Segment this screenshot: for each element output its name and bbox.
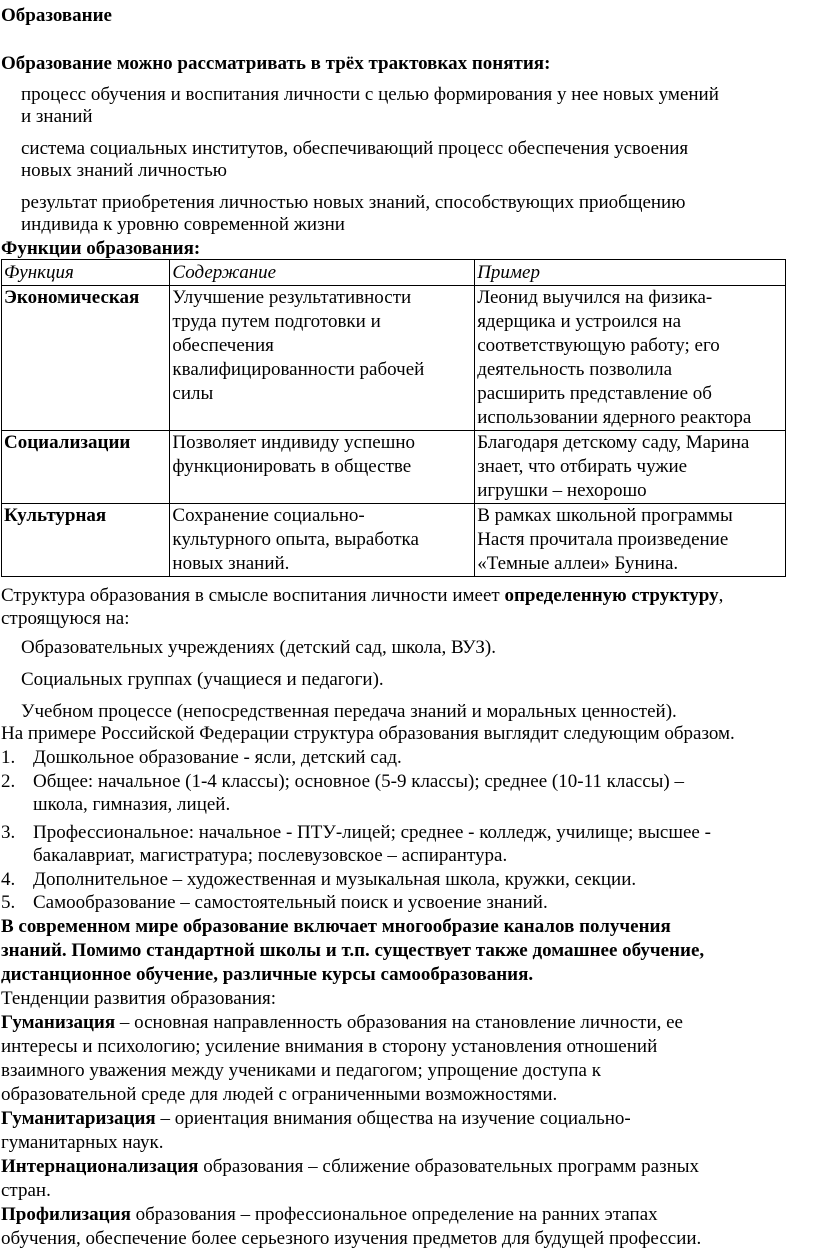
column-header-content: Содержание <box>170 260 475 286</box>
intro-heading: Образование можно рассматривать в трёх трактовках понятия: <box>1 53 551 74</box>
table-row <box>2 286 786 431</box>
content-line: квалифицированности рабочей <box>172 359 425 380</box>
trend-text: образования – сближение образовательных программ разных <box>198 1156 700 1177</box>
modern-line-1: В современном мире образование включает многообразие каналов получения <box>1 916 671 937</box>
trend-term: Гуманизация <box>1 1012 116 1033</box>
trend-text: обучения, обеспечение более серьезного изучения предметов для будущей профессии. <box>1 1228 702 1249</box>
content-line: Сохранение социально- <box>172 505 365 526</box>
structure-item-1: Образовательных учреждениях (детский сад, школа, ВУЗ). <box>21 637 496 658</box>
interpretation-3-line-2: индивида к уровню современной жизни <box>21 214 345 235</box>
function-example <box>475 431 786 504</box>
content-line: Улучшение результативности <box>172 287 412 308</box>
functions-heading: Функции образования: <box>1 238 201 259</box>
trend-text: гуманитарных наук. <box>1 1132 164 1153</box>
function-content <box>170 431 475 504</box>
level-text: Самообразование – самостоятельный поиск и усвоение знаний. <box>33 892 548 913</box>
level-number: 2. <box>1 771 16 792</box>
interpretation-3-line-1: результат приобретения личностью новых знаний, способствующих приобщению <box>21 192 686 213</box>
level-number: 3. <box>1 822 16 843</box>
trend-text: образования – профессиональное определение на ранних этапах <box>130 1204 658 1225</box>
content-line: новых знаний. <box>172 553 290 574</box>
table-row <box>2 431 786 504</box>
trends-heading: Тенденции развития образования: <box>1 988 277 1009</box>
trend-text: стран. <box>1 1180 51 1201</box>
trend-term: Интернационализация <box>1 1156 199 1177</box>
trend-profiling <box>1 1204 658 1226</box>
modern-line-2: знаний. Помимо стандартной школы и т.п. существует также домашнее обучение, <box>1 940 705 961</box>
content-line: культурного опыта, выработка <box>172 529 419 550</box>
structure-text: Структура образования в смысле воспитания личности имеет <box>1 585 505 606</box>
example-line: соответствующую работу; его <box>477 335 720 356</box>
example-line: игрушки – нехорошо <box>477 480 647 501</box>
level-text: Дополнительное – художественная и музыкальная школа, кружки, секции. <box>33 869 637 890</box>
example-line: использовании ядерного реактора <box>477 407 752 428</box>
example-line: деятельность позволила <box>477 359 673 380</box>
level-number: 5. <box>1 892 16 913</box>
column-header-example: Пример <box>475 260 786 286</box>
function-example <box>475 504 786 577</box>
content-line: Позволяет индивиду успешно <box>172 432 416 453</box>
modern-line-3: дистанционное обучение, различные курсы самообразования. <box>1 964 534 985</box>
trend-text: образовательной среде для людей с ограниченными возможностями. <box>1 1084 558 1105</box>
function-content <box>170 504 475 577</box>
level-text: Дошкольное образование - ясли, детский сад. <box>33 747 402 768</box>
trend-text: интересы и психологию; усиление внимания в сторону установления отношений <box>1 1036 658 1057</box>
level-text: бакалавриат, магистратура; послевузовское – аспирантура. <box>33 845 508 866</box>
function-content <box>170 286 475 431</box>
structure-emphasis: определенную структуру <box>504 585 719 606</box>
trend-text: – основная направленность образования на становление личности, ее <box>115 1012 683 1033</box>
function-example <box>475 286 786 431</box>
interpretation-2-line-1: система социальных институтов, обеспечивающий процесс обеспечения усвоения <box>21 138 689 159</box>
trend-humanization <box>1 1012 683 1034</box>
example-line: Настя прочитала произведение <box>477 529 729 550</box>
trend-term: Гуманитаризация <box>1 1108 156 1129</box>
interpretation-1-line-1: процесс обучения и воспитания личности с целью формирования у нее новых умений <box>21 84 719 105</box>
structure-item-3: Учебном процессе (непосредственная передача знаний и моральных ценностей). <box>21 701 677 722</box>
trend-humanitarization <box>1 1108 631 1130</box>
example-line: знает, что отбирать чужие <box>477 456 688 477</box>
structure-punct: , <box>718 585 724 606</box>
content-line: силы <box>172 383 214 404</box>
interpretation-1-line-2: и знаний <box>21 106 93 127</box>
trend-text: – ориентация внимания общества на изучение социально- <box>155 1108 631 1129</box>
page-title: Образование <box>1 5 112 26</box>
example-line: «Темные аллеи» Бунина. <box>477 553 679 574</box>
trend-text: взаимного уважения между учениками и педагогом; упрощение доступа к <box>1 1060 601 1081</box>
structure-line-1 <box>1 585 723 607</box>
content-line: функционировать в обществе <box>172 456 412 477</box>
level-text: школа, гимназия, лицей. <box>33 794 231 815</box>
example-line: ядерщика и устроился на <box>477 311 682 332</box>
structure-item-2: Социальных группах (учащиеся и педагоги). <box>21 669 384 690</box>
content-line: труда путем подготовки и <box>172 311 381 332</box>
level-text: Общее: начальное (1-4 классы); основное (5-9 классы); среднее (10-11 классы) – <box>33 771 684 792</box>
column-header-function: Функция <box>2 260 170 286</box>
table-header-row <box>2 260 786 286</box>
function-name: Социализации <box>2 431 170 504</box>
trend-internationalization <box>1 1156 699 1178</box>
rf-intro: На примере Российской Федерации структура образования выглядит следующим образом. <box>1 723 735 744</box>
functions-table <box>1 259 786 577</box>
content-line: обеспечения <box>172 335 274 356</box>
level-number: 1. <box>1 747 16 768</box>
function-name: Культурная <box>2 504 170 577</box>
level-number: 4. <box>1 869 16 890</box>
level-text: Профессиональное: начальное - ПТУ-лицей; среднее - колледж, училище; высшее - <box>33 822 711 843</box>
example-line: Леонид выучился на физика- <box>477 287 713 308</box>
example-line: В рамках школьной программы <box>477 505 733 526</box>
example-line: расширить представление об <box>477 383 712 404</box>
example-line: Благодаря детскому саду, Марина <box>477 432 750 453</box>
function-name: Экономическая <box>2 286 170 431</box>
trend-term: Профилизация <box>1 1204 131 1225</box>
structure-line-2: строящуюся на: <box>1 608 130 629</box>
interpretation-2-line-2: новых знаний личностью <box>21 160 227 181</box>
table-row <box>2 504 786 577</box>
